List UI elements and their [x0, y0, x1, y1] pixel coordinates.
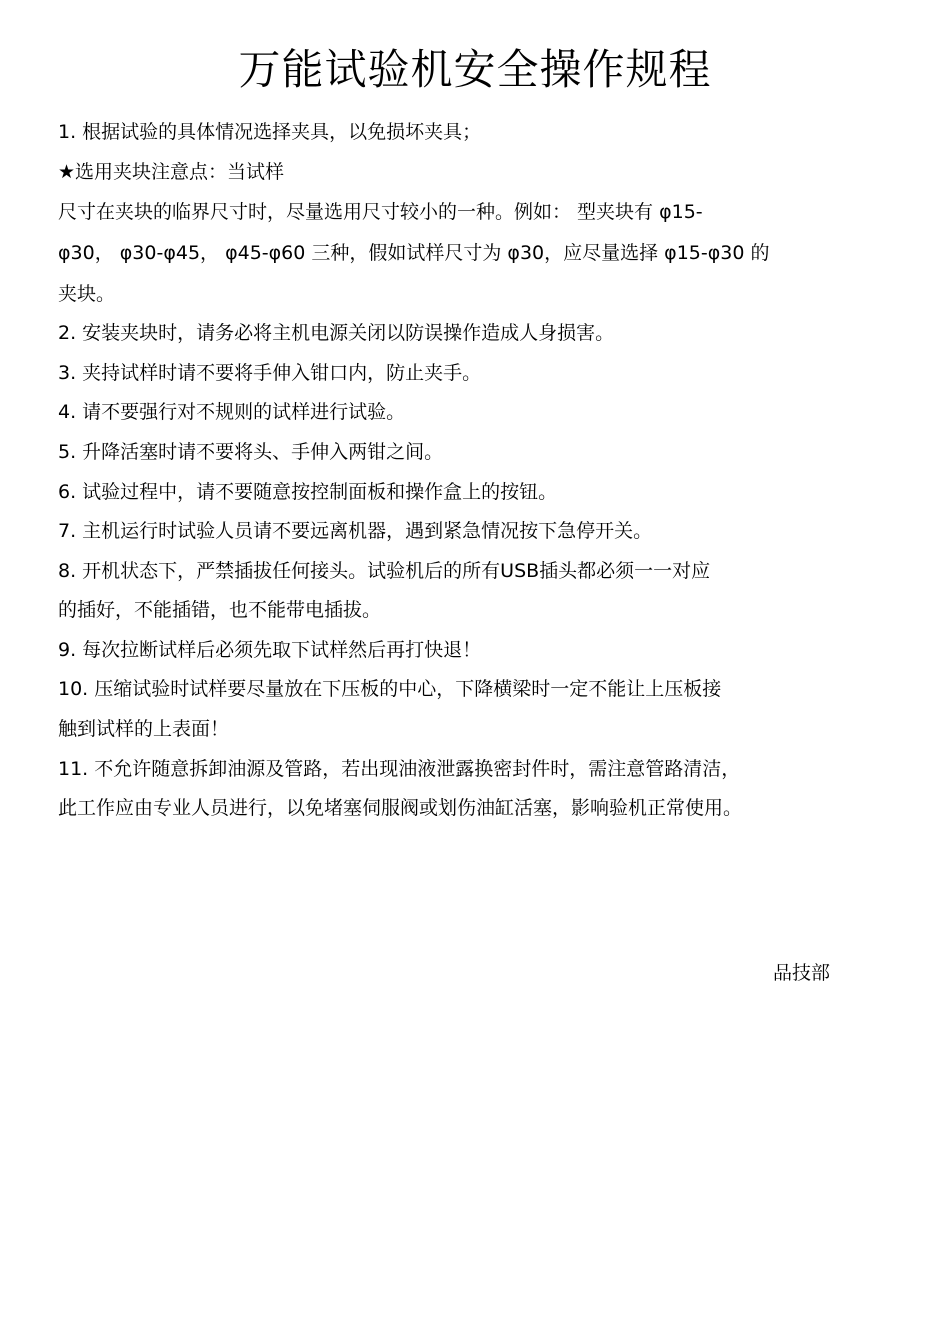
rule-line: 3. 夹持试样时请不要将手伸入钳口内，防止夹手。 — [58, 362, 482, 384]
rule-line: 10. 压缩试验时试样要尽量放在下压板的中心，下降横梁时一定不能让上压板接 — [58, 678, 722, 700]
rule-line: 尺寸在夹块的临界尺寸时，尽量选用尺寸较小的一种。例如： 型夹块有 φ15- — [58, 201, 703, 223]
rule-line: φ30， φ30-φ45， φ45-φ60 三种，假如试样尺寸为 φ30，应尽量选择 φ15-φ30 的 — [58, 242, 770, 264]
rule-line: 11. 不允许随意拆卸油源及管路，若出现油液泄露换密封件时，需注意管路清洁， — [58, 758, 741, 780]
rule-line: 此工作应由专业人员进行，以免堵塞伺服阀或划伤油缸活塞，影响验机正常使用。 — [58, 797, 743, 819]
rule-line: 7. 主机运行时试验人员请不要远离机器，遇到紧急情况按下急停开关。 — [58, 520, 653, 542]
page-title: 万能试验机安全操作规程 — [238, 45, 712, 94]
rule-line: 触到试样的上表面！ — [58, 718, 230, 740]
rule-line: 6. 试验过程中，请不要随意按控制面板和操作盒上的按钮。 — [58, 481, 558, 503]
rule-line: ★选用夹块注意点：当试样 — [58, 161, 285, 183]
rule-line: 4. 请不要强行对不规则的试样进行试验。 — [58, 401, 406, 423]
rule-line: 9. 每次拉断试样后必须先取下试样然后再打快退！ — [58, 639, 482, 661]
rule-line: 的插好，不能插错，也不能带电插拔。 — [58, 599, 382, 621]
rule-line: 8. 开机状态下，严禁插拔任何接头。试验机后的所有USB插头都必须一一对应 — [58, 560, 711, 582]
rule-line: 5. 升降活塞时请不要将头、手伸入两钳之间。 — [58, 441, 444, 463]
rule-line: 夹块。 — [58, 283, 116, 305]
rule-line: 1. 根据试验的具体情况选择夹具，以免损坏夹具； — [58, 121, 482, 143]
department-signature: 品技部 — [773, 962, 831, 984]
rule-line: 2. 安装夹块时，请务必将主机电源关闭以防误操作造成人身损害。 — [58, 322, 615, 344]
